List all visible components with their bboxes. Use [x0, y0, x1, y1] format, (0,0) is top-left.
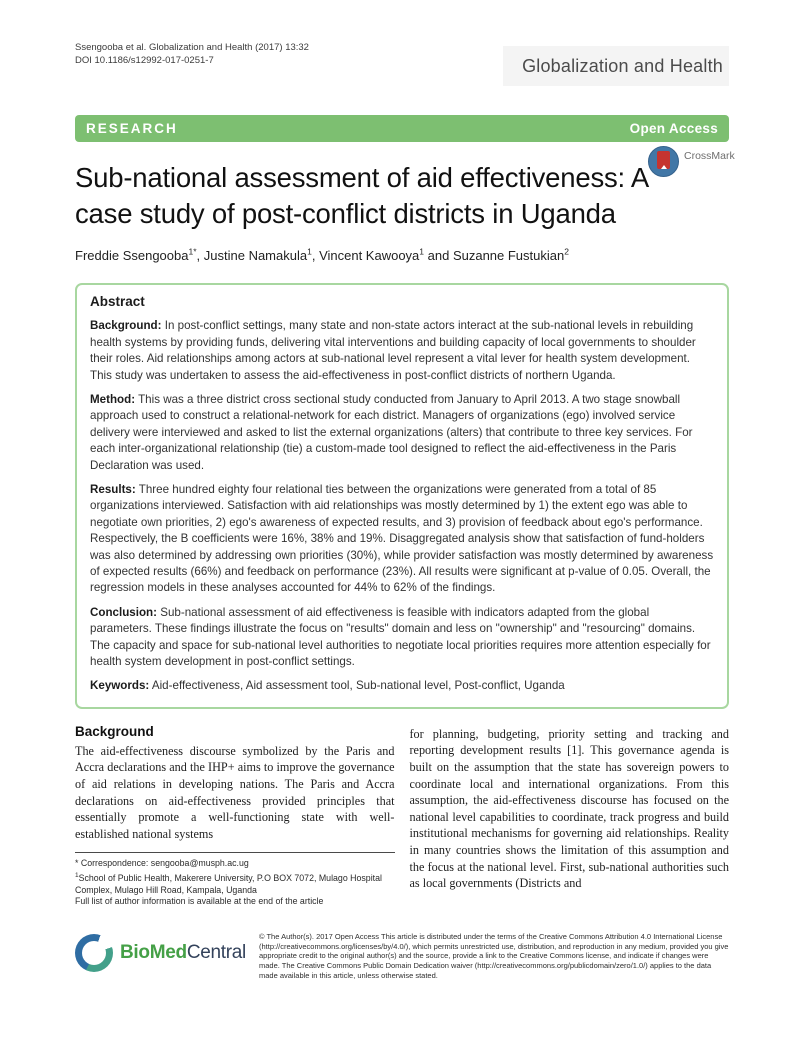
body-paragraph: The aid-effectiveness discourse symbolized by the Paris and Accra declarations and the IHP+ aims to improve the governance of aid relations in developing nations. The Paris and Accra declarations on aid-effectiveness provided principles that essentially promote a well-functioning state with well-established national systems — [75, 743, 395, 841]
crossmark-shield-icon — [657, 151, 670, 169]
journal-name: Globalization and Health — [522, 55, 723, 76]
crossmark-badge[interactable] — [648, 146, 735, 177]
article-type-label: RESEARCH — [86, 121, 178, 136]
author-affiliation-marker: 2 — [564, 247, 569, 257]
abstract-box — [75, 283, 729, 709]
right-column — [410, 724, 730, 908]
author-info-note: Full list of author information is available at the end of the article — [75, 896, 324, 907]
author: Freddie Ssengooba$^{1*}$, — [75, 247, 204, 264]
body-paragraph: for planning, budgeting, priority setting and tracking and reporting development results [1]. This governance agenda is built on the assumption that the state has sovereign powers to coordinate local and international organizations. From this assumption, the aid-effectiveness discourse has focused on the national level capabilities to coordinate, track progress and build institutional mechanisms for governing aid relationships. Reality in many countries shows the limitation of this assumption and the focus at the national level. First, sub-national authorities such as local governments (Districts and — [409, 726, 729, 891]
author: Vincent Kawooya$^1$ and — [319, 247, 453, 264]
citation-line: Ssengooba et al. Globalization and Health (2017) 13:32 — [75, 42, 309, 53]
author: Justine Namakula$^1$, — [203, 247, 320, 264]
author-affiliation-marker: 1 — [307, 247, 312, 257]
biomed-central-logo — [75, 932, 247, 972]
crossmark-label: CrossMark — [684, 150, 735, 162]
abstract-background: Background: In post-conflict settings, many state and non-state actors interact at the sub-national levels in rebuilding health systems by providing funds, delivering vital interventions and building capacity of local governments to shoulder their roles. Aid relationships among actors at sub-national level represent a vital lever for health system development. This study was undertaken to assess the aid-effectiveness in post-conflict districts of northern Uganda. — [90, 319, 696, 382]
abstract-keywords: Keywords: Aid-effectiveness, Aid assessment tool, Sub-national level, Post-conflict, Uganda — [90, 679, 565, 693]
doi-line: DOI 10.1186/s12992-017-0251-7 — [75, 55, 214, 66]
abstract-conclusion: Conclusion: Sub-national assessment of aid effectiveness is feasible with indicators adapted from the global parameters. These findings illustrate the focus on "results" domain and less on "ownership" and "resourcing" domains. The capacity and space for sub-national level authorities to negotiate local priorities requires more attention especially for health system development in post-conflict settings. — [90, 605, 711, 669]
correspondence-line: * Correspondence: sengooba@musph.ac.ug — [75, 858, 249, 869]
citation-block — [75, 38, 309, 67]
abstract-heading: Abstract — [90, 294, 145, 310]
section-heading-background: Background — [75, 723, 154, 739]
open-access-label: Open Access — [629, 121, 718, 136]
affiliation-line: $^1$School of Public Health, Makerere University, P.O BOX 7072, Mulago Hospital Complex, Mulago Hill Road, Kampala, Uganda — [75, 872, 382, 895]
author-affiliation-marker: 1* — [188, 247, 197, 257]
biomed-central-wordmark: BioMedCentral — [120, 941, 246, 963]
author-list — [75, 247, 729, 263]
body-columns — [75, 724, 729, 908]
abstract-method: Method: This was a three district cross sectional study conducted from January to April 2013. A two stage snowball approach used to construct a relational-network for each district. Managers of organizations (ego) involved service delivery were interviewed and asked to list the external organizations (alters) that contribute to three key services. For each inter-organizational relationship (tie) a custom-made tool designed to reflect the aid-effectiveness in the Paris Declaration was used. — [90, 392, 693, 472]
author-affiliation-marker: 1 — [419, 247, 425, 257]
article-title: Sub-national assessment of aid effectiveness: A case study of post-conflict districts in Uganda — [75, 162, 648, 229]
author: Suzanne Fustukian$^2$ — [452, 247, 569, 264]
biomed-central-ring-icon — [75, 934, 113, 972]
license-text: © The Author(s). 2017 Open Access This article is distributed under the terms of the Creative Commons Attribution 4.0 International License (http://creativecommons.org/licenses/by/4.0/), which permits unrestricted use, distribution, and reproduction in any medium, provided you give appropriate credit to the original author(s) and the source, provide a link to the Creative Commons license, and indicate if changes were made. The Creative Commons Public Domain Dedication waiver (http://creativecommons.org/publicdomain/zero/1.0/) applies to the data made available in this article, unless otherwise stated. — [259, 931, 729, 980]
page-header — [75, 38, 729, 86]
article-type-banner — [75, 115, 729, 142]
abstract-results: Results: Three hundred eighty four relational ties between the organizations were generated from a total of 85 organizations interviewed. Satisfaction with aid relationships was mostly determined by 1) the extent ego was able to negotiate own priorities, 2) ego's awareness of expected results, and 3) provision of feedback about ego's performance. Respectively, the B coefficients were 16%, 38% and 19%. Disaggregated analysis show that satisfaction of fund-holders was also determined by addressing own priorities (30%), while provider satisfaction was mostly determined by awareness of expected results (66%) and feedback on performance (23%). All results were significant at p-value of 0.05. Overall, the regression models in these analyses accounted for 44% to 62% of the findings. — [90, 482, 714, 595]
crossmark-icon — [648, 146, 679, 177]
footnote-block — [75, 852, 395, 907]
journal-masthead — [503, 46, 729, 86]
page-footer — [75, 932, 729, 981]
left-column — [75, 724, 395, 908]
